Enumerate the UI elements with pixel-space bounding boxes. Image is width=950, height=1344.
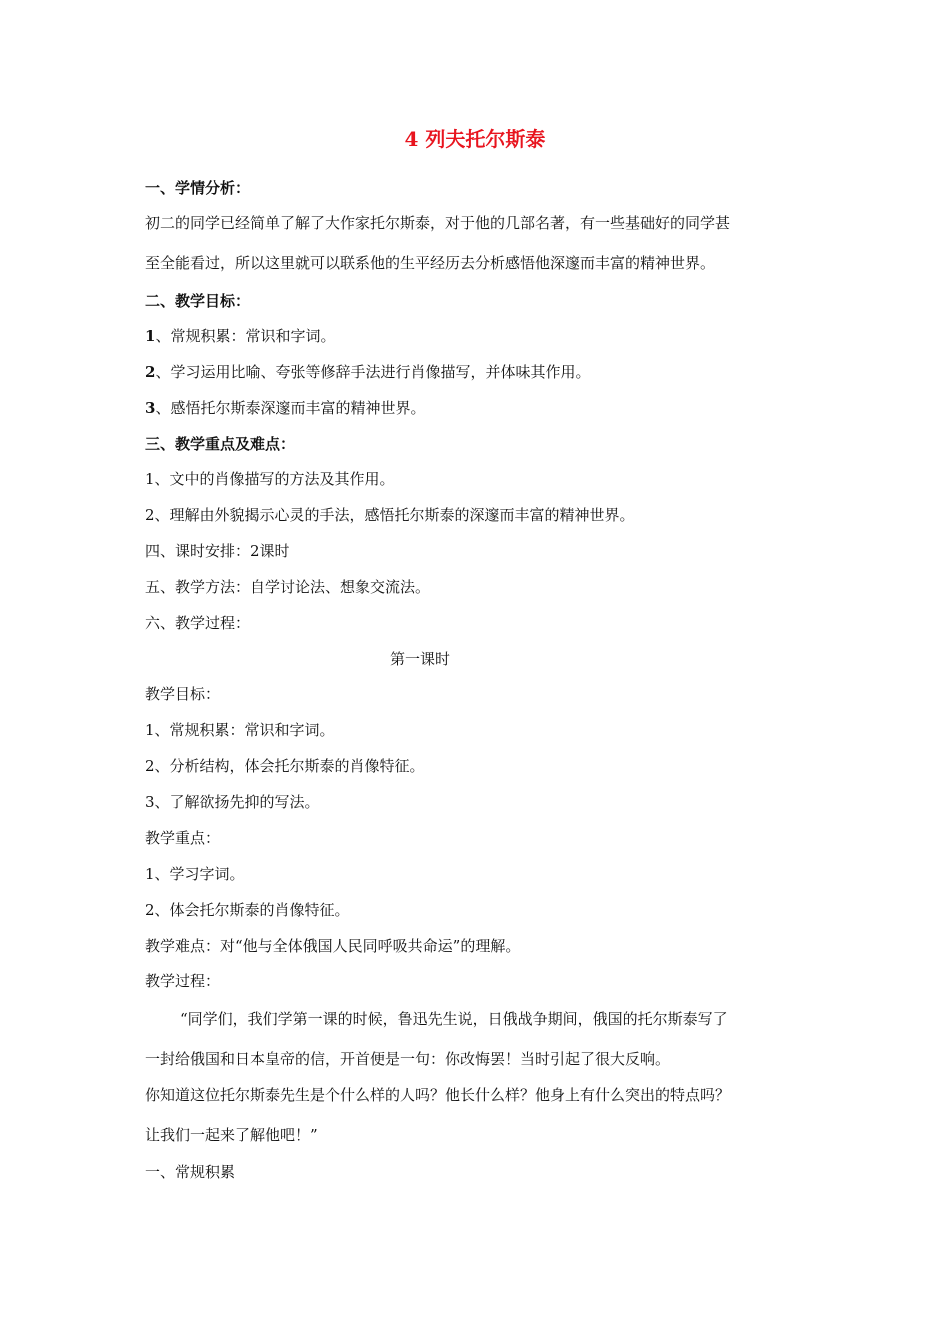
lesson-key-item-2: 2、体会托尔斯泰的肖像特征。 bbox=[145, 901, 350, 919]
lesson-key-item-1: 1、学习字词。 bbox=[145, 865, 245, 883]
goal-item-1 bbox=[145, 326, 335, 346]
intro-paragraph-line-2: 一封给俄国和日本皇帝的信，开首便是一句：你改悔罢！当时引起了很大反响。 bbox=[145, 1050, 671, 1068]
lesson-goal-item-1: 1、常规积累：常识和字词。 bbox=[145, 721, 335, 739]
goal-item-number: 1 bbox=[145, 327, 156, 345]
goal-item-3 bbox=[145, 398, 425, 418]
section-heading-goals: 二、教学目标： bbox=[145, 292, 251, 310]
lesson-key-label: 教学重点： bbox=[145, 829, 221, 847]
lesson-title: 第一课时 bbox=[389, 650, 450, 668]
intro-paragraph-line-4: 让我们一起来了解他吧！” bbox=[145, 1126, 318, 1144]
key-point-item-2: 2、理解由外貌揭示心灵的手法，感悟托尔斯泰的深邃而丰富的精神世界。 bbox=[145, 506, 635, 524]
section-process: 六、教学过程： bbox=[145, 614, 251, 632]
intro-paragraph-line-1: “同学们，我们学第一课的时候，鲁迅先生说，日俄战争期间，俄国的托尔斯泰写了 bbox=[180, 1010, 728, 1028]
goal-item-number: 2 bbox=[145, 363, 156, 381]
section-schedule: 四、课时安排：2课时 bbox=[145, 542, 290, 560]
lesson-process-label: 教学过程： bbox=[145, 972, 221, 990]
section-heading-analysis: 一、学情分析： bbox=[145, 179, 251, 197]
lesson-goals-label: 教学目标： bbox=[145, 685, 221, 703]
key-point-item-1: 1、文中的肖像描写的方法及其作用。 bbox=[145, 470, 395, 488]
goal-item-2 bbox=[145, 362, 590, 382]
document-title: 4 列夫托尔斯泰 bbox=[404, 127, 546, 151]
step-heading-accumulation: 一、常规积累 bbox=[145, 1163, 236, 1181]
lesson-difficulty: 教学难点：对“他与全体俄国人民同呼吸共命运”的理解。 bbox=[145, 937, 521, 955]
section-methods: 五、教学方法：自学讨论法、想象交流法。 bbox=[145, 578, 431, 596]
analysis-paragraph-line-1: 初二的同学已经简单了解了大作家托尔斯泰，对于他的几部名著，有一些基础好的同学甚 bbox=[145, 214, 731, 232]
goal-item-number: 3 bbox=[145, 399, 156, 417]
goal-item-text: 、感悟托尔斯泰深邃而丰富的精神世界。 bbox=[155, 399, 426, 417]
analysis-paragraph-line-2: 至全能看过，所以这里就可以联系他的生平经历去分析感悟他深邃而丰富的精神世界。 bbox=[145, 254, 716, 272]
section-heading-key-points: 三、教学重点及难点： bbox=[145, 435, 296, 453]
goal-item-text: 、常规积累：常识和字词。 bbox=[155, 327, 336, 345]
goal-item-text: 、学习运用比喻、夸张等修辞手法进行肖像描写，并体味其作用。 bbox=[155, 363, 591, 381]
lesson-goal-item-3: 3、了解欲扬先抑的写法。 bbox=[145, 793, 320, 811]
intro-paragraph-line-3: 你知道这位托尔斯泰先生是个什么样的人吗？他长什么样？他身上有什么突出的特点吗？ bbox=[145, 1086, 731, 1104]
lesson-goal-item-2: 2、分析结构，体会托尔斯泰的肖像特征。 bbox=[145, 757, 425, 775]
